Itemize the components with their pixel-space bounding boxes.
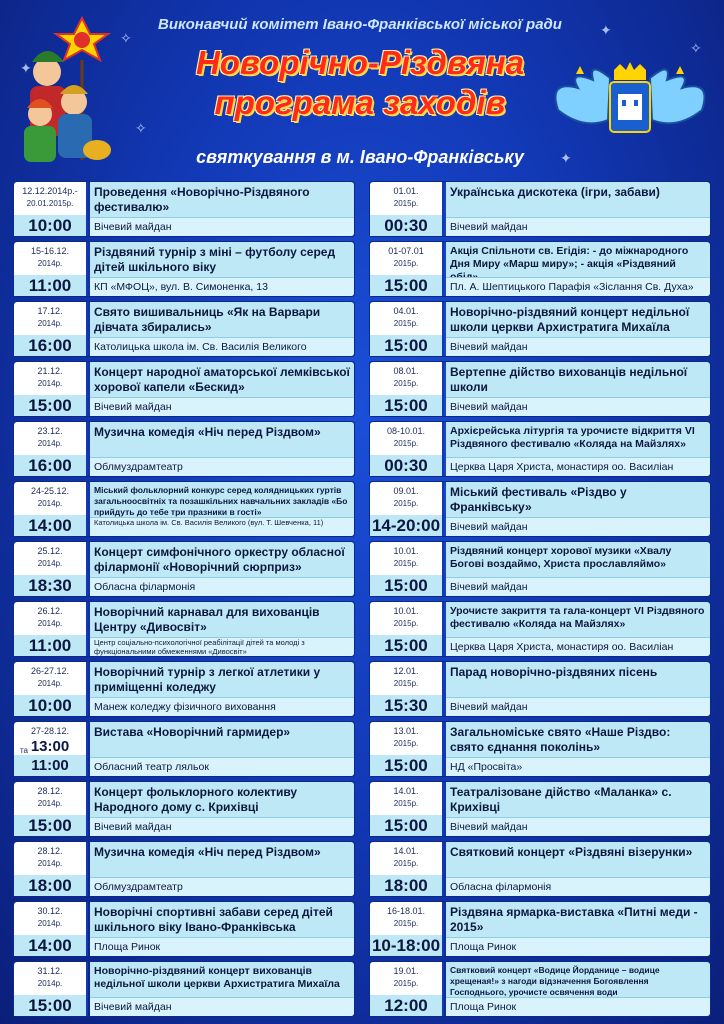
- event-place: Облмуздрамтеатр: [90, 457, 354, 476]
- event-place: Обласна філармонія: [446, 877, 710, 896]
- event-date: 16-18.01.: [386, 906, 426, 916]
- event-title: Новорічно-різдвяний концерт вихованців недільної школи церкви Архистратига Михаїла: [94, 965, 340, 990]
- event-title: Новорічний карнавал для вихованців Центру «Дивосвіт»: [94, 605, 320, 634]
- events-column-right: [369, 181, 711, 1021]
- event-year: 2015р.: [393, 319, 419, 328]
- event-info: [90, 242, 354, 296]
- event-title: Різдвяний турнір з міні – футболу серед дітей шкільного віку: [94, 245, 336, 274]
- event-title: Урочисте закриття та гала-концерт VI Різдвяного фестивалю «Коляда на Майзлях»: [450, 605, 705, 630]
- event-date-box: [14, 422, 88, 476]
- event-title: Різдвяний концерт хорової музики «Хвалу Богові воздаймо, Христа прославляймо»: [450, 545, 672, 570]
- event-time: 14:00: [14, 515, 86, 536]
- event-date-box: [14, 962, 88, 1016]
- event-time: 14:00: [14, 935, 86, 956]
- event-time: 18:30: [14, 575, 86, 596]
- event-place: Вічевий майдан: [90, 817, 354, 836]
- event-place: Вічевий майдан: [446, 697, 710, 716]
- event-date: 28.12.: [37, 846, 63, 856]
- event-row: [13, 661, 355, 717]
- event-title: Міський фестиваль «Різдво у Франківську»: [450, 485, 627, 514]
- event-row: [13, 721, 355, 777]
- event-time-secondary: 13:00: [30, 738, 70, 755]
- event-place: Вічевий майдан: [446, 517, 710, 536]
- event-date-box: [14, 842, 88, 896]
- event-title: Міський фольклорний конкурс серед колядницьких гуртів загальноосвітніх та позашкільних навчальних закладів «Бо прийдуть до тебе три празники в гості»: [94, 485, 348, 517]
- star-decoration: ✦: [20, 60, 32, 76]
- event-info: [446, 242, 710, 296]
- event-title: Парад новорічно-різдвяних пісень: [450, 665, 658, 679]
- event-year: 2014р.: [37, 919, 63, 928]
- event-row: [13, 961, 355, 1017]
- event-date-box: [14, 362, 88, 416]
- event-info: [90, 302, 354, 356]
- event-date-box: [370, 482, 444, 536]
- event-date: 13.01.: [393, 726, 419, 736]
- event-date: 12.12.2014р.-: [22, 186, 78, 196]
- event-time: 00:30: [370, 455, 442, 476]
- event-info: [90, 182, 354, 236]
- event-year: 2015р.: [393, 259, 419, 268]
- event-info: [90, 602, 354, 656]
- event-row: [369, 961, 711, 1017]
- event-year: 2014р.: [37, 979, 63, 988]
- event-place: Облмуздрамтеатр: [90, 877, 354, 896]
- event-date-box: [14, 302, 88, 356]
- event-place: Церква Царя Христа, монастиря оо. Василіан: [446, 637, 710, 656]
- event-row: [369, 481, 711, 537]
- star-decoration: ✧: [690, 40, 702, 56]
- event-title: Святковий концерт «Водице Йорданице – водице хрещеная!» з нагоди відзначення Богоявлення Господнього, урочисте освячення води: [450, 965, 660, 997]
- event-date: 23.12.: [37, 426, 63, 436]
- event-time: 10:00: [14, 695, 86, 716]
- event-title: Свято вишивальниць «Як на Варвари дівчата збирались»: [94, 305, 321, 334]
- event-row: [369, 361, 711, 417]
- event-date: 24-25.12.: [30, 486, 70, 496]
- event-date: 14.01.: [393, 846, 419, 856]
- event-year: 2015р.: [393, 919, 419, 928]
- event-row: [13, 841, 355, 897]
- event-year: та: [19, 746, 29, 755]
- event-row: [369, 841, 711, 897]
- event-date-box: [14, 182, 88, 236]
- event-date-box: [370, 782, 444, 836]
- event-year: 2014р.: [37, 439, 63, 448]
- event-date-box: [14, 722, 88, 776]
- event-info: [446, 482, 710, 536]
- page-subtitle: святкування в м. Івано-Франківську: [196, 147, 524, 167]
- event-info: [446, 362, 710, 416]
- event-time: 15:00: [14, 395, 86, 416]
- event-date: 10.01.: [393, 546, 419, 556]
- event-date-box: [370, 422, 444, 476]
- event-year: 2015р.: [393, 499, 419, 508]
- event-title: Музична комедія «Ніч перед Різдвом»: [94, 845, 321, 859]
- event-date-box: [370, 602, 444, 656]
- event-year: 2014р.: [37, 259, 63, 268]
- event-year: 2014р.: [37, 319, 63, 328]
- event-date: 04.01.: [393, 306, 419, 316]
- event-title: Театралізоване дійство «Маланка» с. Крихівці: [450, 785, 672, 814]
- event-date: 12.01.: [393, 666, 419, 676]
- event-info: [446, 962, 710, 1016]
- event-time: 10-18:00: [371, 936, 441, 955]
- event-info: [90, 662, 354, 716]
- event-place: Католицька школа ім. Св. Василія Великого: [90, 337, 354, 356]
- event-info: [90, 722, 354, 776]
- event-date-box: [370, 842, 444, 896]
- event-date-box: [370, 242, 444, 296]
- event-year: 20.01.2015р.: [26, 199, 74, 208]
- event-date: 15-16.12.: [30, 246, 70, 256]
- event-row: [369, 721, 711, 777]
- event-time: 15:30: [370, 695, 442, 716]
- event-date-box: [14, 482, 88, 536]
- event-place: Вічевий майдан: [90, 217, 354, 236]
- event-title: Вертепне дійство вихованців недільної школи: [450, 365, 688, 394]
- event-date: 09.01.: [393, 486, 419, 496]
- event-date-box: [370, 662, 444, 716]
- event-time: 15:00: [370, 335, 442, 356]
- event-info: [90, 362, 354, 416]
- event-time: 15:00: [370, 635, 442, 656]
- event-year: 2014р.: [37, 559, 63, 568]
- event-date: 08-10.01.: [386, 426, 426, 436]
- event-place: Площа Ринок: [90, 937, 354, 956]
- event-row: [369, 241, 711, 297]
- event-place: Вічевий майдан: [446, 217, 710, 236]
- event-row: [13, 541, 355, 597]
- event-date: 26.12.: [37, 606, 63, 616]
- event-place: Вічевий майдан: [90, 397, 354, 416]
- event-date: 31.12.: [37, 966, 63, 976]
- event-row: [13, 301, 355, 357]
- event-time: 15:00: [370, 815, 442, 836]
- event-year: 2015р.: [393, 739, 419, 748]
- event-info: [90, 782, 354, 836]
- event-time: 16:00: [14, 455, 86, 476]
- event-info: [446, 302, 710, 356]
- event-place: Площа Ринок: [446, 937, 710, 956]
- event-row: [369, 661, 711, 717]
- event-place: Центр соціально-психологічної реабілітації дітей та молоді з функціональними обмеженнями «Дивосвіт»: [90, 637, 354, 656]
- event-info: [90, 902, 354, 956]
- event-year: 2014р.: [37, 859, 63, 868]
- event-row: [369, 601, 711, 657]
- event-row: [13, 781, 355, 837]
- event-place: Вічевий майдан: [446, 337, 710, 356]
- event-row: [13, 601, 355, 657]
- event-place: Церква Царя Христа, монастиря оо. Василіан: [446, 457, 710, 476]
- event-row: [369, 301, 711, 357]
- event-time: 15:00: [370, 755, 442, 776]
- event-info: [446, 422, 710, 476]
- event-row: [13, 421, 355, 477]
- event-date: 26-27.12.: [30, 666, 70, 676]
- event-row: [369, 181, 711, 237]
- event-title: Проведення «Новорічно-Різдвяного фестивалю»: [94, 185, 310, 214]
- star-decoration: ✧: [120, 30, 132, 46]
- event-title: Загальноміське свято «Наше Різдво: свято єднання поколінь»: [450, 725, 671, 754]
- event-date: 27-28.12.: [30, 726, 70, 736]
- star-decoration: ✦: [560, 150, 572, 166]
- event-year: 2015р.: [393, 439, 419, 448]
- event-title: Архієрейська літургія та урочисте відкриття VI Різдвяного фестивалю «Коляда на Майзлях»: [450, 425, 695, 450]
- page-title-line-2: програма заходів: [214, 84, 506, 121]
- event-title: Концерт фольклорного колективу Народного дому с. Крихівці: [94, 785, 298, 814]
- event-time: 11:00: [14, 635, 86, 656]
- event-place: Вічевий майдан: [446, 817, 710, 836]
- carolers-illustration: [12, 10, 122, 170]
- event-date: 08.01.: [393, 366, 419, 376]
- event-info: [446, 722, 710, 776]
- event-row: [13, 901, 355, 957]
- event-title: Новорічно-різдвяний концерт недільної школи церкви Архистратига Михаїла: [450, 305, 690, 334]
- event-date-box: [14, 662, 88, 716]
- event-time: 12:00: [370, 995, 442, 1016]
- event-date-box: [14, 542, 88, 596]
- event-title: Українська дискотека (ігри, забави): [450, 185, 660, 199]
- event-year: 2014р.: [37, 619, 63, 628]
- event-time: 18:00: [370, 875, 442, 896]
- city-crest-with-birds: [548, 60, 712, 160]
- event-time: 00:30: [370, 215, 442, 236]
- event-info: [90, 962, 354, 1016]
- event-place: Вічевий майдан: [90, 997, 354, 1016]
- event-info: [90, 842, 354, 896]
- event-year: 2015р.: [393, 679, 419, 688]
- event-date: 25.12.: [37, 546, 63, 556]
- event-time: 15:00: [370, 395, 442, 416]
- event-info: [446, 902, 710, 956]
- event-year: 2014р.: [37, 499, 63, 508]
- event-title: Вистава «Новорічний гармидер»: [94, 725, 291, 739]
- event-info: [90, 542, 354, 596]
- event-info: [446, 842, 710, 896]
- event-date-box: [370, 722, 444, 776]
- event-title: Акція Спільноти св. Егідія: - до міжнародного Дня Миру «Марш миру»; - акція «Різдвяний: [450, 245, 689, 270]
- event-place: Площа Ринок: [446, 997, 710, 1016]
- event-date-box: [370, 542, 444, 596]
- event-year: 2015р.: [393, 979, 419, 988]
- event-date: 28.12.: [37, 786, 63, 796]
- event-title: Новорічний турнір з легкої атлетики у приміщенні коледжу: [94, 665, 321, 694]
- event-time: 14-20:00: [371, 516, 441, 535]
- event-row: [13, 481, 355, 537]
- event-time: 11:00: [14, 275, 86, 296]
- event-year: 2015р.: [393, 379, 419, 388]
- event-info: [90, 482, 354, 536]
- event-date-box: [14, 902, 88, 956]
- event-date: 10.01.: [393, 606, 419, 616]
- event-year: 2015р.: [393, 799, 419, 808]
- event-row: [369, 541, 711, 597]
- event-year: 2015р.: [393, 559, 419, 568]
- event-place: Пл. А. Шептицького Парафія «Зіслання Св. Духа»: [446, 277, 710, 296]
- event-date-box: [370, 302, 444, 356]
- event-date: 01.01.: [393, 186, 419, 196]
- event-place: Вічевий майдан: [446, 577, 710, 596]
- event-info: [446, 602, 710, 656]
- event-time: 11:00: [14, 755, 86, 776]
- event-title: Концерт симфонічного оркестру обласної філармонії «Новорічний сюрприз»: [94, 545, 345, 574]
- event-date-box: [370, 362, 444, 416]
- event-date: 17.12.: [37, 306, 63, 316]
- event-date-box: [14, 782, 88, 836]
- event-info: [446, 182, 710, 236]
- event-place: Обласна філармонія: [90, 577, 354, 596]
- event-place: КП «МФОЦ», вул. В. Симоненка, 13: [90, 277, 354, 296]
- event-date-box: [14, 242, 88, 296]
- event-place: Обласний театр ляльок: [90, 757, 354, 776]
- event-info: [446, 542, 710, 596]
- event-row: [369, 901, 711, 957]
- event-date: 21.12.: [37, 366, 63, 376]
- event-time: 15:00: [14, 995, 86, 1016]
- event-info: [90, 422, 354, 476]
- event-time: 15:00: [370, 275, 442, 296]
- event-title: Святковий концерт «Різдвяні візерунки»: [450, 845, 693, 859]
- event-time: 18:00: [14, 875, 86, 896]
- event-year: 2015р.: [393, 619, 419, 628]
- page-title: Новорічно-Різдвяна: [195, 44, 525, 81]
- event-date-box: [370, 902, 444, 956]
- event-time: 16:00: [14, 335, 86, 356]
- event-date-box: [370, 182, 444, 236]
- event-row: [369, 421, 711, 477]
- event-title: Концерт народної аматорської лемківської хорової капели «Бескид»: [94, 365, 350, 394]
- event-year: 2015р.: [393, 199, 419, 208]
- header: [0, 0, 724, 178]
- event-info: [446, 782, 710, 836]
- event-place: Католицька школа ім. Св. Василія Великого (вул. Т. Шевченка, 11): [90, 517, 354, 536]
- event-year: 2014р.: [37, 379, 63, 388]
- event-date: 19.01.: [393, 966, 419, 976]
- event-year: 2014р.: [37, 799, 63, 808]
- event-place: Вічевий майдан: [446, 397, 710, 416]
- event-title: Різдвяна ярмарка-виставка «Питні меди - 2015»: [450, 905, 698, 934]
- events-column-left: [13, 181, 355, 1021]
- event-date: 30.12.: [37, 906, 63, 916]
- event-date-box: [370, 962, 444, 1016]
- event-time: 10:00: [14, 215, 86, 236]
- star-decoration: ✦: [600, 22, 612, 38]
- event-year: 2015р.: [393, 859, 419, 868]
- event-title: Новорічні спортивні забави серед дітей шкільного віку Івано-Франківська: [94, 905, 333, 934]
- event-place: Манеж коледжу фізичного виховання: [90, 697, 354, 716]
- event-year: 2014р.: [37, 679, 63, 688]
- committee-name: Виконавчий комітет Івано-Франківської міської ради: [158, 16, 562, 33]
- event-place: НД «Просвіта»: [446, 757, 710, 776]
- star-decoration: ✧: [135, 120, 147, 136]
- event-date: 14.01.: [393, 786, 419, 796]
- event-row: [13, 181, 355, 237]
- event-time: 15:00: [370, 575, 442, 596]
- event-row: [13, 361, 355, 417]
- event-row: [369, 781, 711, 837]
- event-title: Музична комедія «Ніч перед Різдвом»: [94, 425, 321, 439]
- event-time: 15:00: [14, 815, 86, 836]
- event-date: 01-07.01: [388, 246, 424, 256]
- event-date-box: [14, 602, 88, 656]
- event-row: [13, 241, 355, 297]
- event-info: [446, 662, 710, 716]
